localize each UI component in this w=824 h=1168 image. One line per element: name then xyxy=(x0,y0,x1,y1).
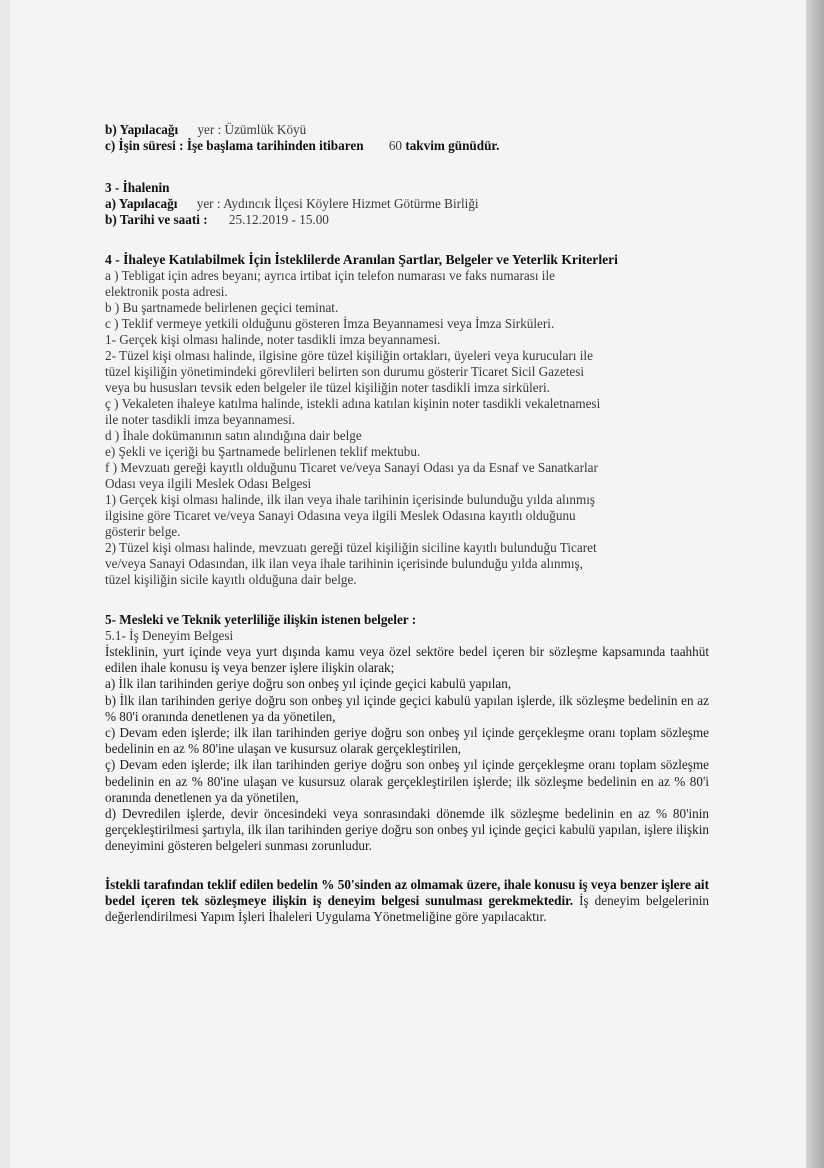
section4-line: 2) Tüzel kişi olması halinde, mevzuatı gereği tüzel kişiliğin siciline kayıtlı bulunduğu Ticaret xyxy=(105,540,597,555)
section4-list xyxy=(105,268,709,588)
section4-line: 1- Gerçek kişi olması halinde, noter tasdikli imza beyannamesi. xyxy=(105,332,441,347)
document-body xyxy=(105,122,709,925)
section4-line: ilgisine göre Ticaret ve/veya Sanayi Odasına veya ilgili Meslek Odasına kayıtlı olduğunu xyxy=(105,508,576,523)
section3-a-value: yer : Aydıncık İlçesi Köylere Hizmet Götürme Birliği xyxy=(196,196,479,211)
section5-title: 5- Mesleki ve Teknik yeterliliğe ilişkin istenen belgeler : xyxy=(105,612,417,627)
section4-line: tüzel kişiliğin sicile kayıtlı olduğuna dair belge. xyxy=(105,572,357,587)
section3-title: 3 - İhalenin xyxy=(105,180,170,195)
section5-item-a: a) İlk ilan tarihinden geriye doğru son onbeş yıl içinde geçici kabulü yapılan, xyxy=(105,676,512,692)
section4-line: a ) Tebligat için adres beyanı; ayrıca irtibat için telefon numarası ve faks numarası ile xyxy=(105,268,555,283)
section3-b-line xyxy=(105,212,709,228)
section3-b-label: b) Tarihi ve saati : xyxy=(105,212,208,227)
section5-subtitle: 5.1- İş Deneyim Belgesi xyxy=(105,628,234,643)
section5-body xyxy=(105,644,709,855)
section2-b-value: yer : Üzümlük Köyü xyxy=(197,122,307,137)
section4-line: b ) Bu şartnamede belirlenen geçici teminat. xyxy=(105,300,339,315)
section4-line: e) Şekli ve içeriği bu Şartnamede belirlenen teklif mektubu. xyxy=(105,444,421,459)
section4-line: f ) Mevzuatı gereği kayıtlı olduğunu Ticaret ve/veya Sanayi Odası ya da Esnaf ve Sanatkarlar xyxy=(105,460,598,475)
section5-item-b: b) İlk ilan tarihinden geriye doğru son onbeş yıl içinde geçici kabulü yapılan işlerde, ilk sözleşme bedelinin en az % 80'i oranında denetlenen ya da yönetilen, xyxy=(105,692,709,724)
section2-b-line xyxy=(105,122,709,138)
section5-item-d: d) Devredilen işlerde, devir öncesindeki veya sonrasındaki dönemde ilk sözleşme bedelinin en az % 80'inin gerçekleştirilmesi şartıyla, ilk ilan tarihinden geriye doğru son onbeş yıl içinde geçici kabulü yapılan, işlere ilişkin deneyimini gösteren belgeleri sunması zorunludur. xyxy=(105,806,709,854)
section4-line: veya bu hususları tevsik eden belgeler ile tüzel kişiliğin noter tasdikli imza sirküleri. xyxy=(105,380,550,395)
section5-closing xyxy=(105,877,709,926)
section4-line: Odası veya ilgili Meslek Odası Belgesi xyxy=(105,476,312,491)
section5-item-c-cedilla: ç) Devam eden işlerde; ilk ilan tarihinden geriye doğru son onbeş yıl içinde gerçekleşme oranı toplam sözleşme bedelinin en az % 80'ine ulaşan ve kusursuz olarak gerçekleştirilen işlerde; ilk sözleşme bedelinin en az % 80'i oranında denetlenen ya da yönetilen, xyxy=(105,757,709,805)
section4-line: d ) İhale dokümanının satın alındığına dair belge xyxy=(105,428,362,443)
section4-line: gösterir belge. xyxy=(105,524,181,539)
section4-line: 2- Tüzel kişi olması halinde, ilgisine göre tüzel kişiliğin ortakları, üyeleri veya kurucuları ile xyxy=(105,348,593,363)
section2-c-tail: takvim günüdür. xyxy=(405,138,500,153)
section4-line: tüzel kişiliğin yönetimindeki görevlileri belirten son durumu gösterir Ticaret Sicil Gazetesi xyxy=(105,364,585,379)
section4-line: ile noter tasdikli imza beyannamesi. xyxy=(105,412,296,427)
section4-line: c ) Teklif vermeye yetkili olduğunu gösteren İmza Beyannamesi veya İmza Sirküleri. xyxy=(105,316,555,331)
section5-closing-bold: İstekli tarafından teklif edilen bedelin % 50'sinden az olmamak üzere, ihale konusu iş veya benzer işlere ait bedel içeren tek sözleşmeye ilişkin iş deneyim belgesi sunulması gerekmektedir. xyxy=(105,876,709,908)
section2-c-days: 60 xyxy=(388,138,403,153)
section4-title: 4 - İhaleye Katılabilmek İçin İsteklilerde Aranılan Şartlar, Belgeler ve Yeterlik Kriterleri xyxy=(105,252,618,267)
section3-b-value: 25.12.2019 - 15.00 xyxy=(228,212,329,227)
section2-c-label: c) İşin süresi : İşe başlama tarihinden itibaren xyxy=(105,138,364,153)
section2-b-label: b) Yapılacağı xyxy=(105,122,179,137)
section4-line: 1) Gerçek kişi olması halinde, ilk ilan veya ihale tarihinin içerisinde bulunduğu yılda alınmış xyxy=(105,492,596,507)
scan-edge xyxy=(806,0,824,1168)
section5-closing-regular: İş deneyim belgelerinin değerlendirilmesi Yapım İşleri İhaleleri Uygulama Yönetmeliğine göre yapılacaktır. xyxy=(105,892,710,925)
section4-line: elektronik posta adresi. xyxy=(105,284,228,299)
section3-a-label: a) Yapılacağı xyxy=(105,196,178,211)
section2-c-line xyxy=(105,138,709,154)
section5-item-c: c) Devam eden işlerde; ilk ilan tarihinden geriye doğru son onbeş yıl içinde gerçekleşme oranı toplam sözleşme bedelinin en az % 80'ine ulaşan ve kusursuz olarak gerçekleştirilen, xyxy=(105,725,709,757)
section4-line: ve/veya Sanayi Odasından, ilk ilan veya ihale tarihinin içerisinde bulunduğu yılda alınmış, xyxy=(105,556,583,571)
section5-intro: İsteklinin, yurt içinde veya yurt dışında kamu veya özel sektöre bedel içeren bir sözleşme kapsamında taahhüt edilen ihale konusu iş veya benzer işlere ilişkin olarak; xyxy=(105,644,709,676)
section3-a-line xyxy=(105,196,709,212)
section4-line: ç ) Vekaleten ihaleye katılma halinde, istekli adına katılan kişinin noter tasdikli vekaletnamesi xyxy=(105,396,601,411)
